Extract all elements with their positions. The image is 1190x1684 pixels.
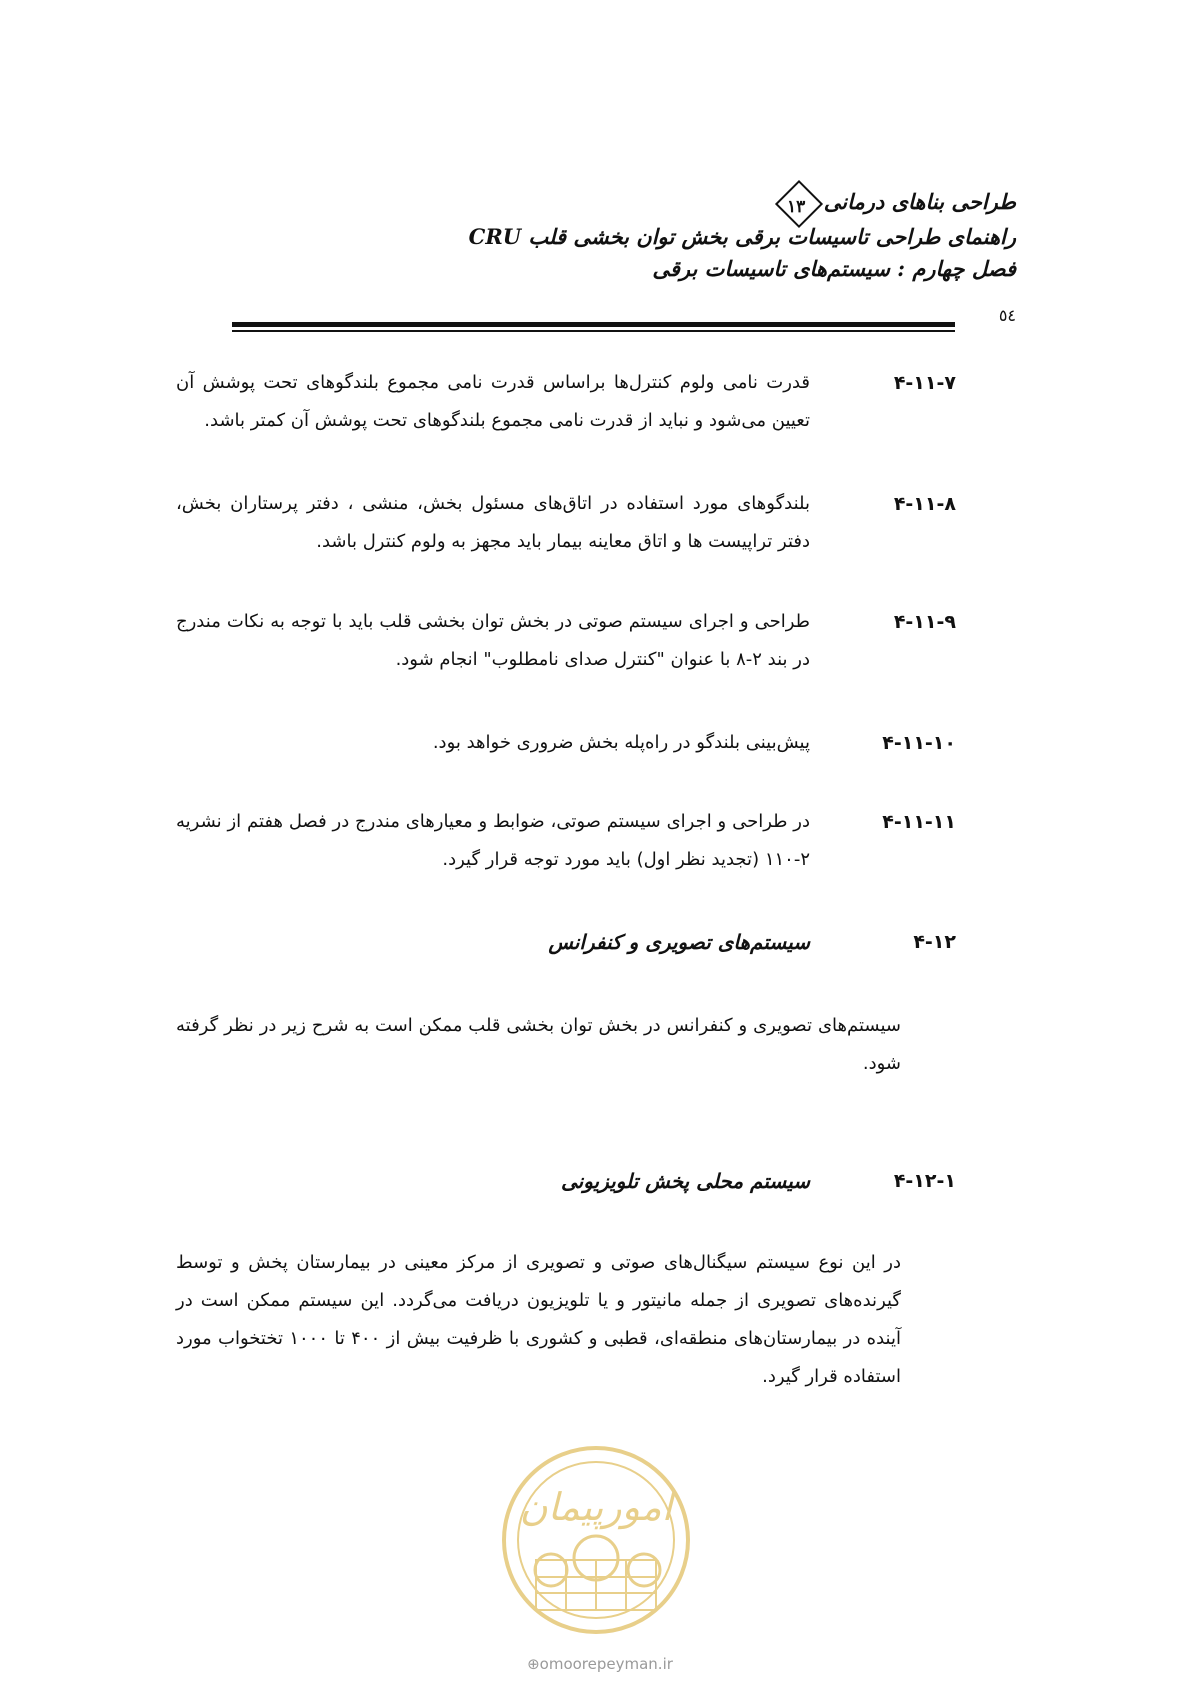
section-heading xyxy=(176,923,956,963)
clause-number: ۴-۱۱-۹ xyxy=(893,611,956,633)
watermark-logo-text: امورپیمان xyxy=(519,1485,673,1529)
subsection-number: ۴-۱۲-۱ xyxy=(893,1170,956,1192)
clause-text: بلندگوهای مورد استفاده در اتاق‌های مسئول بخش، منشی ، دفتر پرستاران بخش، دفتر تراپیست ها و اتاق معاینه بیمار باید مجهز به ولوم کنترل باشد. xyxy=(176,493,810,552)
section-title: سیستم‌های تصویری و کنفرانس xyxy=(548,930,810,954)
clause-number: ۴-۱۱-۱۱ xyxy=(882,811,956,833)
clause-item xyxy=(176,724,956,764)
clause-item xyxy=(176,364,956,444)
clause-number: ۴-۱۱-۸ xyxy=(893,493,956,515)
book-title-text: طراحی بناهای درمانی xyxy=(823,189,1016,214)
subsection-title: سیستم محلی پخش تلویزیونی xyxy=(560,1169,810,1193)
watermark-logo-icon xyxy=(496,1440,696,1640)
header-rule-thick xyxy=(232,322,955,327)
clause-item xyxy=(176,485,956,565)
header-rule-thin xyxy=(232,330,955,332)
clause-text: در طراحی و اجرای سیستم صوتی، ضوابط و معیارهای مندرج در فصل هفتم از نشریه ۲-۱۱۰ (تجدید نظر اول) باید مورد توجه قرار گیرد. xyxy=(176,811,810,870)
clause-text: طراحی و اجرای سیستم صوتی در بخش توان بخشی قلب باید با توجه به نکات مندرج در بند ۲-۸ با عنوان "کنترل صدای نامطلوب" انجام شود. xyxy=(176,611,810,670)
globe-icon: ⊕ xyxy=(527,1655,540,1673)
section-paragraph: سیستم‌های تصویری و کنفرانس در بخش توان بخشی قلب ممکن است به شرح زیر در نظر گرفته شود. xyxy=(176,1015,901,1074)
clause-text: پیش‌بینی بلندگو در راه‌پله بخش ضروری خواهد بود. xyxy=(432,732,810,753)
document-header xyxy=(469,186,1016,285)
site-text: omoorepeyman.ir xyxy=(539,1655,673,1673)
clause-number: ۴-۱۱-۷ xyxy=(893,372,956,394)
watermark-site xyxy=(490,1655,710,1673)
volume-number: ۱۳ xyxy=(786,196,806,217)
subsection-paragraph: در این نوع سیستم سیگنال‌های صوتی و تصویری از مرکز معینی در بیمارستان پخش و توسط گیرنده‌های تصویری از جمله مانیتور و یا تلویزیون دریافت می‌گردد. این سیستم ممکن است در آینده در بیمارستان‌های منطقه‌ای، قطبی و کشوری با ظرفیت بیش از ۴۰۰ تا ۱۰۰۰ تختخواب مورد استفاده قرار گیرد. xyxy=(176,1252,901,1387)
header-book-title xyxy=(469,186,1016,221)
subsection-heading xyxy=(176,1162,956,1202)
header-guide-title: راهنمای طراحی تاسیسات برقی بخش توان بخشی قلب CRU xyxy=(468,223,1016,249)
page-number: ٥٤ xyxy=(998,306,1016,325)
clause-item xyxy=(176,803,956,883)
clause-text: قدرت نامی ولوم کنترل‌ها براساس قدرت نامی مجموع بلندگوهای تحت پوشش آن تعیین می‌شود و نباید از قدرت نامی مجموع بلندگوهای تحت پوشش آن کمتر باشد. xyxy=(176,372,810,431)
section-number: ۴-۱۲ xyxy=(913,931,956,953)
clause-number: ۴-۱۱-۱۰ xyxy=(882,732,956,754)
header-chapter-title: فصل چهارم : سیستم‌های تاسیسات برقی xyxy=(652,255,1016,281)
clause-item xyxy=(176,603,956,683)
